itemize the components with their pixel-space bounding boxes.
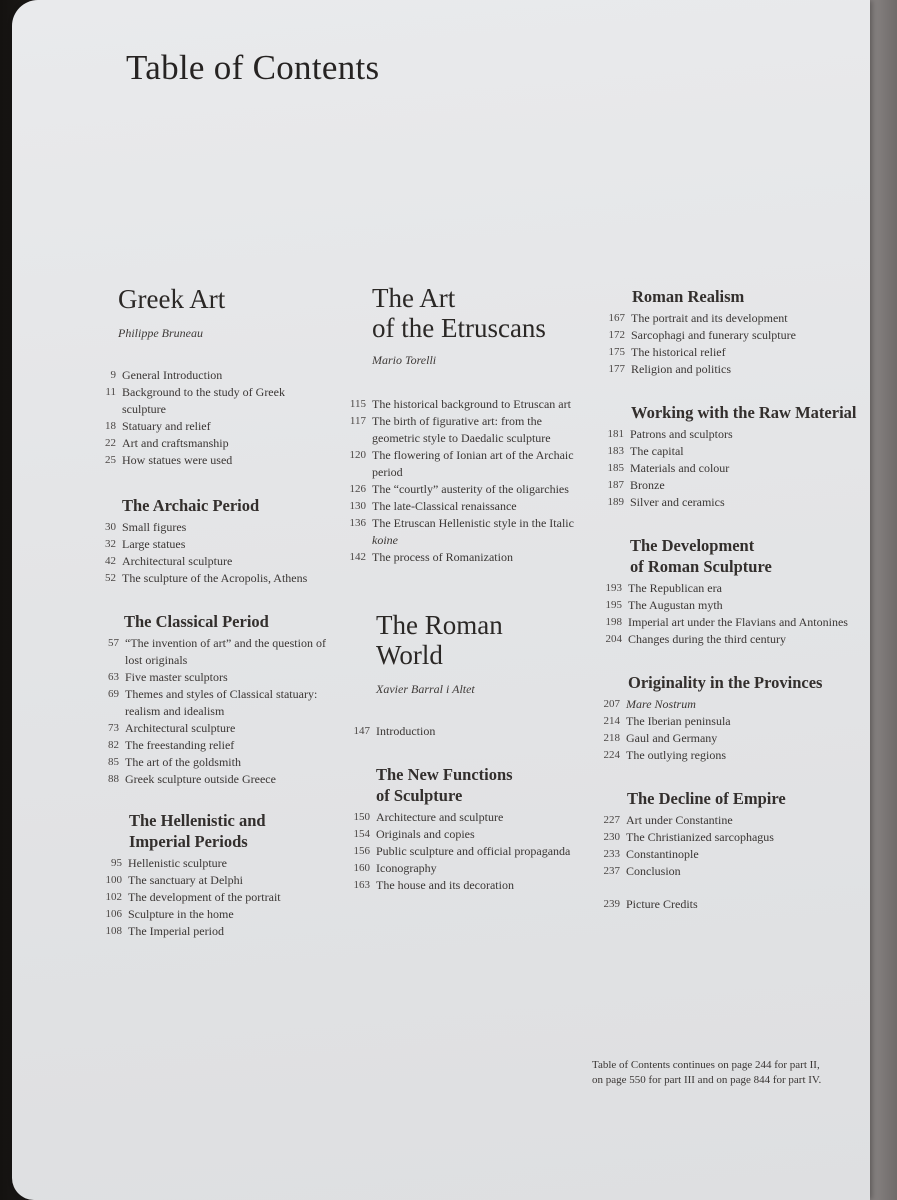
toc-entry-label: Mare Nostrum <box>626 697 696 711</box>
toc-list-development <box>596 580 864 648</box>
section-heading-new-functions-line2: of Sculpture <box>376 786 463 805</box>
toc-entry-label: Silver and ceramics <box>630 495 725 509</box>
toc-page-number: 160 <box>353 862 370 874</box>
toc-entry[interactable] <box>344 843 580 860</box>
toc-page-number: 187 <box>607 479 624 491</box>
section-heading-development-line1: The Development <box>630 536 755 555</box>
toc-list-new-functions <box>344 809 580 894</box>
toc-page-number: 233 <box>603 848 620 860</box>
toc-page-number: 130 <box>349 500 366 512</box>
continuation-note: Table of Contents continues on page 244 for part II, on page 550 for part III and on page 844 for part IV. <box>592 1059 822 1086</box>
toc-entry[interactable] <box>97 737 330 754</box>
toc-page-number: 198 <box>605 616 622 628</box>
toc-entry[interactable] <box>340 549 580 566</box>
section-heading-new-functions-line1: The New Functions <box>376 765 513 784</box>
section-heading-hellenistic <box>129 810 330 852</box>
toc-entry[interactable] <box>97 669 330 686</box>
toc-entry-label: Originals and copies <box>376 827 475 841</box>
toc-entry[interactable] <box>599 310 864 327</box>
toc-entry-label: Constantinople <box>626 847 699 861</box>
toc-entry[interactable] <box>594 846 864 863</box>
toc-entry-label: Patrons and sculptors <box>630 427 733 441</box>
toc-entry-label: Five master sculptors <box>125 670 228 684</box>
toc-entry[interactable] <box>94 536 330 553</box>
part-heading-roman-world <box>376 610 580 670</box>
toc-entry-label: Materials and colour <box>630 461 730 475</box>
toc-entry-label: Small figures <box>122 520 187 534</box>
section-heading-hellenistic-line2: Imperial Periods <box>129 832 248 851</box>
toc-entry-label-italic: koine <box>372 533 398 547</box>
author-roman-world: Xavier Barral i Altet <box>376 682 475 696</box>
toc-list-greek-intro <box>94 367 330 469</box>
toc-page-number: 172 <box>608 329 625 341</box>
toc-list-credits <box>594 896 864 913</box>
toc-entry[interactable] <box>97 635 330 669</box>
toc-entry[interactable] <box>594 896 864 913</box>
toc-page-number: 154 <box>353 828 370 840</box>
toc-entry-label: Themes and styles of Classical statuary: realism and idealism <box>125 687 318 718</box>
toc-entry[interactable] <box>598 460 864 477</box>
toc-page-number: 189 <box>607 496 624 508</box>
toc-entry-label: Art under Constantine <box>626 813 733 827</box>
part-heading-roman-line1: The Roman <box>376 610 503 640</box>
toc-page-number: 73 <box>108 722 119 734</box>
toc-entry-label: The Augustan myth <box>628 598 723 612</box>
section-heading-roman-realism: Roman Realism <box>632 287 745 306</box>
part-heading-greek-art: Greek Art <box>118 284 226 314</box>
toc-page-number: 126 <box>349 483 366 495</box>
toc-entry[interactable] <box>340 447 580 481</box>
toc-entry-label: The birth of figurative art: from the geometric style to Daedalic sculpture <box>372 414 551 445</box>
toc-page-number: 147 <box>353 725 370 737</box>
toc-page-number: 181 <box>607 428 624 440</box>
toc-entry-label: Greek sculpture outside Greece <box>125 772 276 786</box>
toc-entry-label: How statues were used <box>122 453 233 467</box>
toc-entry[interactable] <box>340 515 580 549</box>
toc-entry-label: Statuary and relief <box>122 419 211 433</box>
toc-entry[interactable] <box>94 553 330 570</box>
author-etruscans: Mario Torelli <box>372 353 437 367</box>
toc-page-number: 136 <box>349 517 366 529</box>
toc-entry[interactable] <box>100 906 330 923</box>
toc-entry[interactable] <box>94 519 330 536</box>
toc-entry-label: Iconography <box>376 861 437 875</box>
toc-entry-label: Public sculpture and official propaganda <box>376 844 571 858</box>
toc-list-hellenistic <box>100 855 330 940</box>
toc-entry[interactable] <box>340 498 580 515</box>
toc-entry[interactable] <box>94 435 330 452</box>
toc-page-number: 120 <box>349 449 366 461</box>
toc-page-number: 185 <box>607 462 624 474</box>
toc-list-raw-material <box>598 426 864 511</box>
toc-entry-label: The Imperial period <box>128 924 224 938</box>
toc-entry-label: Conclusion <box>626 864 681 878</box>
toc-entry[interactable] <box>100 923 330 940</box>
toc-page-number: 9 <box>110 369 116 381</box>
toc-entry-label: The capital <box>630 444 684 458</box>
toc-entry-label: The historical background to Etruscan art <box>372 397 571 411</box>
toc-entry-label: The historical relief <box>631 345 726 359</box>
toc-page-number: 22 <box>105 437 116 449</box>
section-heading-provinces: Originality in the Provinces <box>628 673 823 692</box>
toc-entry[interactable] <box>100 872 330 889</box>
toc-page-number: 100 <box>105 874 122 886</box>
toc-list-provinces <box>594 696 864 764</box>
toc-page-number: 239 <box>603 898 620 910</box>
section-heading-decline: The Decline of Empire <box>627 789 786 808</box>
toc-page-number: 224 <box>603 749 620 761</box>
toc-entry-label: Imperial art under the Flavians and Antonines <box>628 615 848 629</box>
toc-page-number: 207 <box>603 698 620 710</box>
section-heading-development <box>630 535 864 577</box>
toc-entry[interactable] <box>97 771 330 788</box>
toc-entry-label: Background to the study of Greek sculpture <box>122 385 285 416</box>
toc-page-number: 237 <box>603 865 620 877</box>
column-etruscans-roman <box>340 283 580 894</box>
toc-list-classical <box>97 635 330 788</box>
toc-entry[interactable] <box>598 426 864 443</box>
toc-entry-label: The house and its decoration <box>376 878 514 892</box>
toc-entry-label: “The invention of art” and the question of lost originals <box>125 636 326 667</box>
toc-page-number: 30 <box>105 521 116 533</box>
toc-list-archaic <box>94 519 330 587</box>
toc-page-number: 52 <box>105 572 116 584</box>
toc-page-number: 82 <box>108 739 119 751</box>
toc-page-number: 230 <box>603 831 620 843</box>
toc-entry-label: The Iberian peninsula <box>626 714 731 728</box>
toc-page-number: 227 <box>603 814 620 826</box>
toc-list-etruscans <box>340 396 580 566</box>
toc-entry-label: Architecture and sculpture <box>376 810 504 824</box>
section-heading-new-functions <box>376 764 580 806</box>
toc-entry[interactable] <box>344 723 580 740</box>
part-heading-etruscans-line2: of the Etruscans <box>372 313 546 343</box>
section-heading-development-line2: of Roman Sculpture <box>630 557 772 576</box>
toc-entry-label: Large statues <box>122 537 186 551</box>
toc-entry-label: The Republican era <box>628 581 722 595</box>
toc-page-number: 18 <box>105 420 116 432</box>
toc-page-number: 88 <box>108 773 119 785</box>
column-greek-art <box>94 284 330 940</box>
page-edge <box>870 0 897 1200</box>
toc-page-number: 183 <box>607 445 624 457</box>
toc-entry-label: Introduction <box>376 724 436 738</box>
toc-entry[interactable] <box>340 413 580 447</box>
toc-entry-label: The portrait and its development <box>631 311 788 325</box>
toc-page-number: 102 <box>105 891 122 903</box>
toc-page-number: 175 <box>608 346 625 358</box>
toc-entry-label: Art and craftsmanship <box>122 436 229 450</box>
toc-list-roman-realism <box>599 310 864 378</box>
toc-page-number: 106 <box>105 908 122 920</box>
toc-entry-label: The “courtly” austerity of the oligarchies <box>372 482 569 496</box>
toc-entry-label: Hellenistic sculpture <box>128 856 227 870</box>
toc-page-number: 167 <box>608 312 625 324</box>
toc-page-number: 69 <box>108 688 119 700</box>
toc-entry-label: Architectural sculpture <box>125 721 236 735</box>
toc-entry[interactable] <box>598 477 864 494</box>
toc-entry-label: The Christianized sarcophagus <box>626 830 774 844</box>
toc-entry[interactable] <box>598 443 864 460</box>
toc-page-number: 156 <box>353 845 370 857</box>
toc-page-number: 11 <box>105 386 116 398</box>
toc-entry[interactable] <box>97 686 330 720</box>
toc-entry-label: Architectural sculpture <box>122 554 233 568</box>
toc-list-decline <box>594 812 864 880</box>
toc-entry-label: The sculpture of the Acropolis, Athens <box>122 571 308 585</box>
toc-entry-label: The art of the goldsmith <box>125 755 241 769</box>
toc-entry[interactable] <box>594 696 864 713</box>
toc-entry[interactable] <box>594 812 864 829</box>
toc-entry[interactable] <box>594 713 864 730</box>
toc-entry[interactable] <box>100 855 330 872</box>
toc-entry[interactable] <box>344 860 580 877</box>
toc-entry[interactable] <box>594 863 864 880</box>
toc-entry-label: The freestanding relief <box>125 738 235 752</box>
toc-entry-label: General Introduction <box>122 368 223 382</box>
section-heading-classical: The Classical Period <box>124 612 269 631</box>
toc-page-number: 218 <box>603 732 620 744</box>
toc-entry[interactable] <box>97 754 330 771</box>
toc-page-number: 214 <box>603 715 620 727</box>
toc-page-number: 42 <box>105 555 116 567</box>
toc-entry[interactable] <box>594 730 864 747</box>
toc-page-number: 115 <box>349 398 366 410</box>
toc-page-number: 150 <box>353 811 370 823</box>
toc-entry[interactable] <box>97 720 330 737</box>
toc-entry-label: Changes during the third century <box>628 632 786 646</box>
toc-list-roman-intro <box>344 723 580 740</box>
toc-entry[interactable] <box>599 327 864 344</box>
toc-entry-label: The outlying regions <box>626 748 726 762</box>
toc-page-number: 108 <box>105 925 122 937</box>
toc-entry[interactable] <box>596 580 864 597</box>
toc-entry[interactable] <box>599 361 864 378</box>
toc-entry[interactable] <box>594 747 864 764</box>
toc-entry[interactable] <box>344 809 580 826</box>
toc-entry-label: Religion and politics <box>631 362 731 376</box>
toc-entry[interactable] <box>344 877 580 894</box>
toc-page-number: 177 <box>608 363 625 375</box>
toc-entry-label: Gaul and Germany <box>626 731 718 745</box>
toc-entry[interactable] <box>598 494 864 511</box>
toc-page-number: 193 <box>605 582 622 594</box>
toc-entry[interactable] <box>94 570 330 587</box>
toc-entry-label: The process of Romanization <box>372 550 513 564</box>
toc-entry-label: The Etruscan Hellenistic style in the Italic koine <box>372 516 574 547</box>
part-heading-etruscans-line1: The Art <box>372 283 456 313</box>
toc-page-number: 163 <box>353 879 370 891</box>
toc-entry-label: Bronze <box>630 478 665 492</box>
toc-entry[interactable] <box>100 889 330 906</box>
toc-entry[interactable] <box>94 452 330 469</box>
toc-entry[interactable] <box>596 597 864 614</box>
toc-entry[interactable] <box>94 384 330 418</box>
toc-page-number: 204 <box>605 633 622 645</box>
toc-page-number: 142 <box>349 551 366 563</box>
toc-page-number: 57 <box>108 637 119 649</box>
section-heading-archaic: The Archaic Period <box>122 496 260 515</box>
toc-page-number: 195 <box>605 599 622 611</box>
toc-entry-label: The development of the portrait <box>128 890 281 904</box>
toc-entry[interactable] <box>94 418 330 435</box>
column-roman-continued <box>594 286 864 913</box>
part-heading-roman-line2: World <box>376 640 443 670</box>
toc-entry-label: The sanctuary at Delphi <box>128 873 243 887</box>
toc-entry[interactable] <box>599 344 864 361</box>
toc-entry[interactable] <box>596 631 864 648</box>
toc-entry-label: The late-Classical renaissance <box>372 499 517 513</box>
toc-entry[interactable] <box>596 614 864 631</box>
toc-page-number: 117 <box>349 415 366 427</box>
toc-entry-label: Sarcophagi and funerary sculpture <box>631 328 796 342</box>
toc-entry[interactable] <box>594 829 864 846</box>
toc-page-number: 25 <box>105 454 116 466</box>
toc-page-number: 85 <box>108 756 119 768</box>
toc-page-number: 95 <box>111 857 122 869</box>
page-title: Table of Contents <box>126 48 380 87</box>
toc-page-number: 63 <box>108 671 119 683</box>
toc-entry[interactable] <box>94 367 330 384</box>
toc-entry-label: Sculpture in the home <box>128 907 234 921</box>
toc-entry[interactable] <box>344 826 580 843</box>
toc-page-number: 32 <box>105 538 116 550</box>
toc-entry-label: The flowering of Ionian art of the Archaic period <box>372 448 574 479</box>
section-heading-hellenistic-line1: The Hellenistic and <box>129 811 266 830</box>
toc-entry-label: Picture Credits <box>626 897 698 911</box>
author-greek-art: Philippe Bruneau <box>118 326 203 340</box>
section-heading-raw-material: Working with the Raw Material <box>631 403 857 422</box>
toc-entry[interactable] <box>340 481 580 498</box>
part-heading-etruscans <box>372 283 580 343</box>
toc-entry[interactable] <box>340 396 580 413</box>
